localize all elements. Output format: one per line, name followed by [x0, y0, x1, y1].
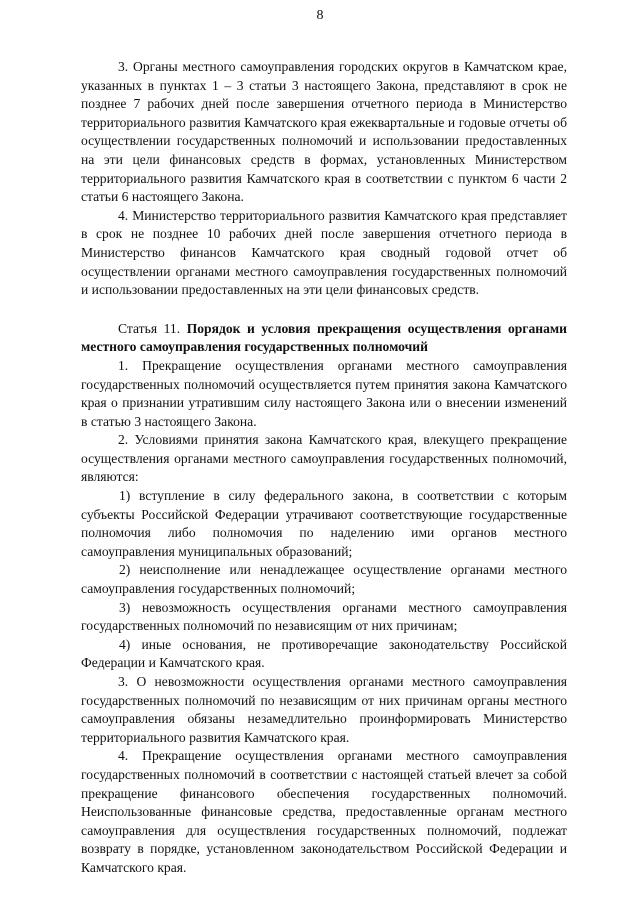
paragraph-part4: 4. Прекращение осуществления органами местного самоуправления государственных полномочий в соответствии с настоящей статьей влечет за собой прекращение финансового обеспечения государственных полномочий. Неиспользованные финансовые средства, предоставленные органам местного самоуправления для осуществления государственных полномочий, подлежат возврату в порядке, установленном законодательством Российской Федерации и Камчатского края. — [81, 748, 567, 875]
page-number: 8 — [316, 8, 324, 23]
document-body — [81, 58, 567, 878]
list-item-4: 4) иные основания, не противоречащие законодательству Российской Федерации и Камчатского края. — [81, 636, 567, 671]
paragraph-article10-part3: 3. Органы местного самоуправления городских округов в Камчатском крае, указанных в пунктах 1 – 3 статьи 3 настоящего Закона, представляют в срок не позднее 7 рабочих дней после завершения отчетного периода в Министерство территориального развития Камчатского края ежеквартальные и годовые отчеты об осуществлении государственных полномочий и использовании предоставленных на эти цели финансовых средств в формах, установленных Министерством территориального развития Камчатского края в соответствии с пунктом 6 части 2 статьи 6 настоящего Закона. — [81, 59, 567, 205]
paragraph-part1: 1. Прекращение осуществления органами местного самоуправления государственных полномочий осуществляется путем принятия закона Камчатского края о признании утратившим силу настоящего Закона или о внесении изменений в статью 3 настоящего Закона. — [81, 357, 567, 429]
paragraph-article10-part4: 4. Министерство территориального развития Камчатского края представляет в срок не позднее 10 рабочих дней после завершения отчетного периода в Министерство финансов Камчатского края сводный годовой отчет об осуществлении органами местного самоуправления государственных полномочий и использовании предоставленных на эти цели финансовых средств. — [81, 207, 567, 298]
paragraph-part3: 3. О невозможности осуществления органами местного самоуправления государственных полномочий по независящим от них причинам органы местного самоуправления обязаны незамедлительно проинформировать Министерство территориального развития Камчатского края. — [81, 674, 567, 745]
list-item-2: 2) неисполнение или ненадлежащее осуществление органами местного самоуправления государственных полномочий; — [81, 562, 567, 597]
article-title: Порядок и условия прекращения осуществления органами местного самоуправления государственных полномочий — [81, 320, 567, 355]
list-item-1: 1) вступление в силу федерального закона, в соответствии с которым субъекты Российской Федерации утрачивают соответствующие государственные полномочия либо полномочия по наделению ими органов местного самоуправления муниципальных образований; — [81, 488, 567, 559]
list-item-3: 3) невозможность осуществления органами местного самоуправления государственных полномочий по независящим от них причинам; — [81, 599, 567, 634]
article-number: Статья 11. — [118, 320, 187, 336]
section-gap — [81, 300, 567, 320]
paragraph-part2: 2. Условиями принятия закона Камчатского края, влекущего прекращение осуществления органами местного самоуправления государственных полномочий, являются: — [81, 432, 567, 485]
article-heading — [81, 320, 567, 357]
